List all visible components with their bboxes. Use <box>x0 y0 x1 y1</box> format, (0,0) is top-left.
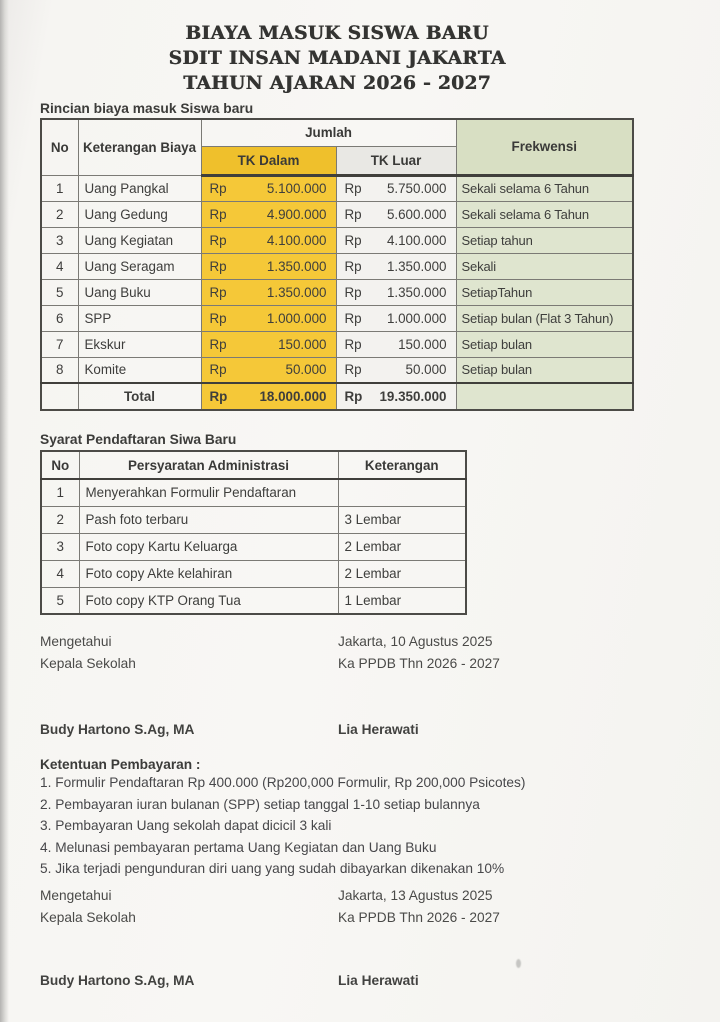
fee-no: 3 <box>41 227 78 253</box>
fee-frekwensi: Sekali selama 6 Tahun <box>456 201 633 227</box>
fee-keterangan: Uang Gedung <box>78 201 201 227</box>
payment-term-item: 5. Jika terjadi pengunduran diri uang yang sudah dibayarkan dikenakan 10% <box>40 861 505 876</box>
title-line-1: BIAYA MASUK SISWA BARU <box>185 23 489 44</box>
fee-tk-dalam <box>201 331 336 357</box>
req-row <box>41 479 466 506</box>
req-header-no: No <box>41 451 79 479</box>
currency-label: Rp <box>209 258 227 274</box>
amount: 5.600.000 <box>386 206 447 222</box>
amount: 5.750.000 <box>386 181 447 196</box>
amount: 50.000 <box>285 362 327 378</box>
payment-term-item: 1. Formulir Pendaftaran Rp 400.000 (Rp200,000 Formulir, Rp 200,000 Psicotes) <box>40 775 526 790</box>
fee-no: 1 <box>41 175 78 201</box>
req-no: 2 <box>41 506 79 533</box>
req-row <box>41 560 466 587</box>
fee-frekwensi: Sekali <box>456 253 633 279</box>
req-no: 5 <box>41 587 79 614</box>
fee-keterangan: Uang Kegiatan <box>78 227 201 253</box>
fee-tk-luar <box>336 279 456 305</box>
fee-tk-luar <box>336 305 456 331</box>
fee-frekwensi: SetiapTahun <box>456 279 633 305</box>
currency-label: Rp <box>344 232 362 248</box>
fee-row <box>41 201 633 227</box>
req-persyaratan: Pash foto terbaru <box>79 506 338 533</box>
signature-left <box>40 631 338 675</box>
fee-frekwensi: Setiap bulan <box>456 357 633 383</box>
fee-tk-dalam <box>201 201 336 227</box>
signature-right <box>338 631 634 675</box>
fee-total-tk-dalam <box>201 383 336 410</box>
fee-header-frekwensi: Frekwensi <box>456 119 633 175</box>
fee-header-keterangan: Keterangan Biaya <box>78 119 201 175</box>
req-keterangan: 2 Lembar <box>338 533 466 560</box>
fee-total-row <box>41 383 633 410</box>
ppdb-name: Lia Herawati <box>338 722 419 737</box>
fee-tk-luar <box>336 227 456 253</box>
fee-tk-dalam <box>201 227 336 253</box>
currency-label: Rp <box>209 181 227 196</box>
req-no: 3 <box>41 533 79 560</box>
currency-label: Rp <box>209 389 228 404</box>
fee-frekwensi: Setiap bulan <box>456 331 633 357</box>
ppdb-name: Lia Herawati <box>338 972 419 988</box>
amount: 1.000.000 <box>266 310 327 326</box>
document-title <box>40 21 634 96</box>
kepala-sekolah-label: Kepala Sekolah <box>40 909 136 925</box>
fee-header-tk-luar: TK Luar <box>336 146 456 175</box>
req-row <box>41 587 466 614</box>
currency-label: Rp <box>209 310 227 326</box>
fee-keterangan: Komite <box>78 357 201 383</box>
amount: 50.000 <box>405 362 447 378</box>
fee-tk-dalam <box>201 305 336 331</box>
fee-frekwensi: Setiap bulan (Flat 3 Tahun) <box>456 305 633 331</box>
mengetahui-label: Mengetahui <box>40 887 112 903</box>
req-keterangan: 2 Lembar <box>338 560 466 587</box>
place-date: Jakarta, 10 Agustus 2025 <box>338 634 493 649</box>
req-header-persyaratan: Persyaratan Administrasi <box>79 451 338 479</box>
fee-total-label: Total <box>78 383 201 410</box>
fee-keterangan: SPP <box>78 305 201 331</box>
signature-names-1 <box>40 722 634 737</box>
ppdb-role: Ka PPDB Thn 2026 - 2027 <box>338 909 500 925</box>
fee-no: 5 <box>41 279 78 305</box>
signature-left <box>40 885 338 929</box>
fee-row <box>41 357 633 383</box>
fee-no: 6 <box>41 305 78 331</box>
fee-total-tk-luar <box>336 383 456 410</box>
fee-tk-luar <box>336 331 456 357</box>
fee-tk-luar <box>336 175 456 201</box>
fee-row <box>41 331 633 357</box>
amount: 5.100.000 <box>266 181 327 196</box>
document-content <box>40 0 634 988</box>
req-keterangan: 1 Lembar <box>338 587 466 614</box>
fee-total-no-empty <box>41 383 78 410</box>
signature-block-1 <box>40 631 634 675</box>
place-date: Jakarta, 13 Agustus 2025 <box>338 887 493 903</box>
currency-label: Rp <box>344 181 362 196</box>
payment-terms-title: Ketentuan Pembayaran : <box>40 757 201 772</box>
fee-table <box>40 118 634 411</box>
fee-tk-luar <box>336 357 456 383</box>
fee-row <box>41 227 633 253</box>
fee-total-frekwensi-empty <box>456 383 633 410</box>
requirements-section-title: Syarat Pendaftaran Siwa Baru <box>40 432 237 447</box>
requirements-table <box>40 450 467 615</box>
amount: 18.000.000 <box>259 389 327 404</box>
fee-frekwensi: Sekali selama 6 Tahun <box>456 175 633 201</box>
currency-label: Rp <box>344 362 362 378</box>
signature-names-2 <box>40 973 634 988</box>
mengetahui-label: Mengetahui <box>40 634 112 649</box>
amount: 1.350.000 <box>266 284 327 300</box>
headmaster-name: Budy Hartono S.Ag, MA <box>40 972 195 988</box>
title-line-3: TAHUN AJARAN 2026 - 2027 <box>183 73 491 94</box>
fee-tk-dalam <box>201 357 336 383</box>
currency-label: Rp <box>209 362 227 378</box>
req-no: 1 <box>41 479 79 506</box>
fee-tk-dalam <box>201 279 336 305</box>
currency-label: Rp <box>209 336 227 352</box>
fee-keterangan: Uang Buku <box>78 279 201 305</box>
currency-label: Rp <box>344 336 362 352</box>
fee-no: 2 <box>41 201 78 227</box>
amount: 4.100.000 <box>386 232 447 248</box>
scanner-edge-shadow <box>0 0 9 1022</box>
req-keterangan: 3 Lembar <box>338 506 466 533</box>
fee-frekwensi: Setiap tahun <box>456 227 633 253</box>
req-persyaratan: Foto copy Akte kelahiran <box>79 560 338 587</box>
fee-tk-luar <box>336 253 456 279</box>
req-persyaratan: Foto copy Kartu Keluarga <box>79 533 338 560</box>
amount: 4.900.000 <box>266 206 327 222</box>
amount: 150.000 <box>398 336 447 352</box>
amount: 1.350.000 <box>386 258 447 274</box>
currency-label: Rp <box>344 389 363 404</box>
currency-label: Rp <box>344 284 362 300</box>
ppdb-role: Ka PPDB Thn 2026 - 2027 <box>338 656 500 671</box>
fee-no: 8 <box>41 357 78 383</box>
signature-block-2 <box>40 885 634 929</box>
amount: 1.000.000 <box>386 310 447 326</box>
fee-keterangan: Uang Pangkal <box>78 175 201 201</box>
headmaster-name: Budy Hartono S.Ag, MA <box>40 722 195 737</box>
fee-header-jumlah: Jumlah <box>201 119 456 146</box>
amount: 1.350.000 <box>386 284 447 300</box>
currency-label: Rp <box>344 310 362 326</box>
fee-keterangan: Uang Seragam <box>78 253 201 279</box>
amount: 150.000 <box>278 336 327 352</box>
currency-label: Rp <box>344 206 362 222</box>
req-keterangan <box>338 479 466 506</box>
payment-term-item: 4. Melunasi pembayaran pertama Uang Kegiatan dan Uang Buku <box>40 839 437 855</box>
req-row <box>41 533 466 560</box>
fee-row <box>41 175 633 201</box>
signature-right <box>338 885 634 929</box>
currency-label: Rp <box>209 232 227 248</box>
fee-header-tk-dalam: TK Dalam <box>201 146 336 175</box>
currency-label: Rp <box>344 258 362 274</box>
fee-tk-dalam <box>201 253 336 279</box>
kepala-sekolah-label: Kepala Sekolah <box>40 656 136 671</box>
fee-row <box>41 279 633 305</box>
amount: 1.350.000 <box>266 258 327 274</box>
fee-header-no: No <box>41 119 78 175</box>
fee-no: 7 <box>41 331 78 357</box>
currency-label: Rp <box>209 206 227 222</box>
fee-row <box>41 253 633 279</box>
amount: 19.350.000 <box>379 389 447 404</box>
title-line-2: SDIT INSAN MADANI JAKARTA <box>168 48 506 69</box>
currency-label: Rp <box>209 284 227 300</box>
payment-terms <box>40 757 634 880</box>
req-persyaratan: Foto copy KTP Orang Tua <box>79 587 338 614</box>
fee-tk-dalam <box>201 175 336 201</box>
fee-table-section-title: Rincian biaya masuk Siswa baru <box>40 101 254 116</box>
req-header-keterangan: Keterangan <box>338 451 466 479</box>
payment-term-item: 3. Pembayaran Uang sekolah dapat dicicil 3 kali <box>40 818 332 833</box>
req-row <box>41 506 466 533</box>
req-no: 4 <box>41 560 79 587</box>
fee-row <box>41 305 633 331</box>
fee-tk-luar <box>336 201 456 227</box>
payment-term-item: 2. Pembayaran iuran bulanan (SPP) setiap tanggal 1-10 setiap bulannya <box>40 796 480 812</box>
amount: 4.100.000 <box>266 232 327 248</box>
req-persyaratan: Menyerahkan Formulir Pendaftaran <box>79 479 338 506</box>
fee-no: 4 <box>41 253 78 279</box>
fee-keterangan: Ekskur <box>78 331 201 357</box>
